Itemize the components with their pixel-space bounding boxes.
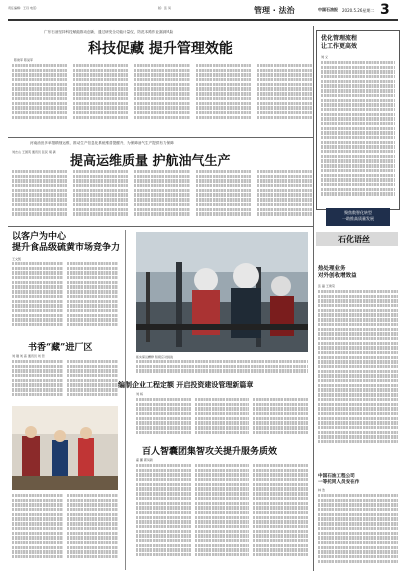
sidebar-col2-title: 中国石油工程公司 一等托同人员安在作 — [318, 474, 360, 485]
sidebar-box-byline: 刘 义 — [321, 55, 328, 59]
sixth-headline: 百人智囊团集智攻关提升服务质效 — [142, 447, 278, 457]
photo-caption: 抓实保运精修 积极应对挑战 — [136, 355, 173, 359]
fifth-body — [136, 398, 308, 438]
sidebar-box-title: 优化管理流程 让工作更高效 — [321, 35, 358, 50]
column-separator — [313, 26, 314, 571]
sidebar-col-byline: 张 磊 王建景 — [318, 284, 335, 288]
fifth-headline: 编制企业工程定额 开启投资建设管理新篇章 — [118, 380, 254, 389]
fifth-byline: 刘 杨 — [136, 392, 143, 396]
fourth-body — [12, 360, 118, 402]
inner-separator — [125, 230, 126, 570]
column-label-band — [316, 232, 398, 246]
separator-2 — [8, 226, 313, 227]
second-byline: 刘志山 王国英 通讯员 张民 胡 龚 — [12, 150, 56, 154]
column-label: 石化语丝 — [338, 235, 370, 244]
sidebar-col2-byline: 林 浩 — [318, 488, 325, 492]
reading-photo-image — [12, 406, 118, 490]
lead-body — [12, 64, 312, 122]
dual-focus-badge: 聚焦数智化转型 一助推高质量发展 — [326, 208, 390, 226]
section-title: 管理 · 法治 — [254, 6, 295, 15]
sidebar-col-title: 热处理业务 对外创收增效益 — [318, 266, 357, 279]
second-headline: 提高运维质量 护航油气生产 — [70, 154, 231, 169]
lead-kicker: 广东石油坚持科技赋能推动创新，通过研发全功能计量仪，防范本路作业漏洞风险 — [44, 30, 174, 34]
sidebar-box-body — [321, 61, 395, 201]
workers-photo — [136, 232, 308, 352]
third-body — [12, 262, 118, 330]
masthead-layout: 版：张 凤 — [158, 6, 171, 10]
fourth-body-continued — [12, 494, 118, 568]
third-headline: 以客户为中心 提升食品级硫黄市场竞争力 — [12, 232, 121, 253]
reading-photo — [12, 406, 118, 490]
top-rule — [8, 19, 398, 21]
issue-date: 2020.5.26星期二 — [342, 8, 375, 13]
second-body — [12, 170, 312, 220]
sidebar-box — [316, 30, 400, 210]
separator-1 — [8, 137, 313, 138]
masthead-info — [8, 6, 398, 16]
sixth-body — [136, 464, 308, 568]
sidebar-col-body — [318, 290, 398, 450]
page-number: 3 — [380, 2, 390, 18]
second-kicker: 河南油田多举措精细运维，推动生产信息化系统维普提醒升，为保障油气生产提供有力保障 — [30, 141, 174, 145]
sixth-byline: 翟 鹏 郭凤新 — [136, 458, 153, 462]
photo-caption-body — [136, 360, 308, 374]
workers-photo-image — [136, 232, 308, 352]
fourth-byline: 刘 刚 刘 高 通讯员 刘 哲 — [12, 354, 45, 358]
fourth-headline: 书香“藏”进厂区 — [28, 343, 93, 353]
paper-name: 中国石油报 — [318, 7, 338, 12]
masthead-editor: 责任编辑：王丹 电话： — [8, 6, 39, 10]
sidebar-col2-body — [318, 494, 398, 568]
third-byline: 王文凯 — [12, 257, 22, 261]
lead-byline: 陈建军 陈昊军 — [14, 58, 33, 62]
lead-headline: 科技促藏 提升管理效能 — [88, 41, 233, 57]
